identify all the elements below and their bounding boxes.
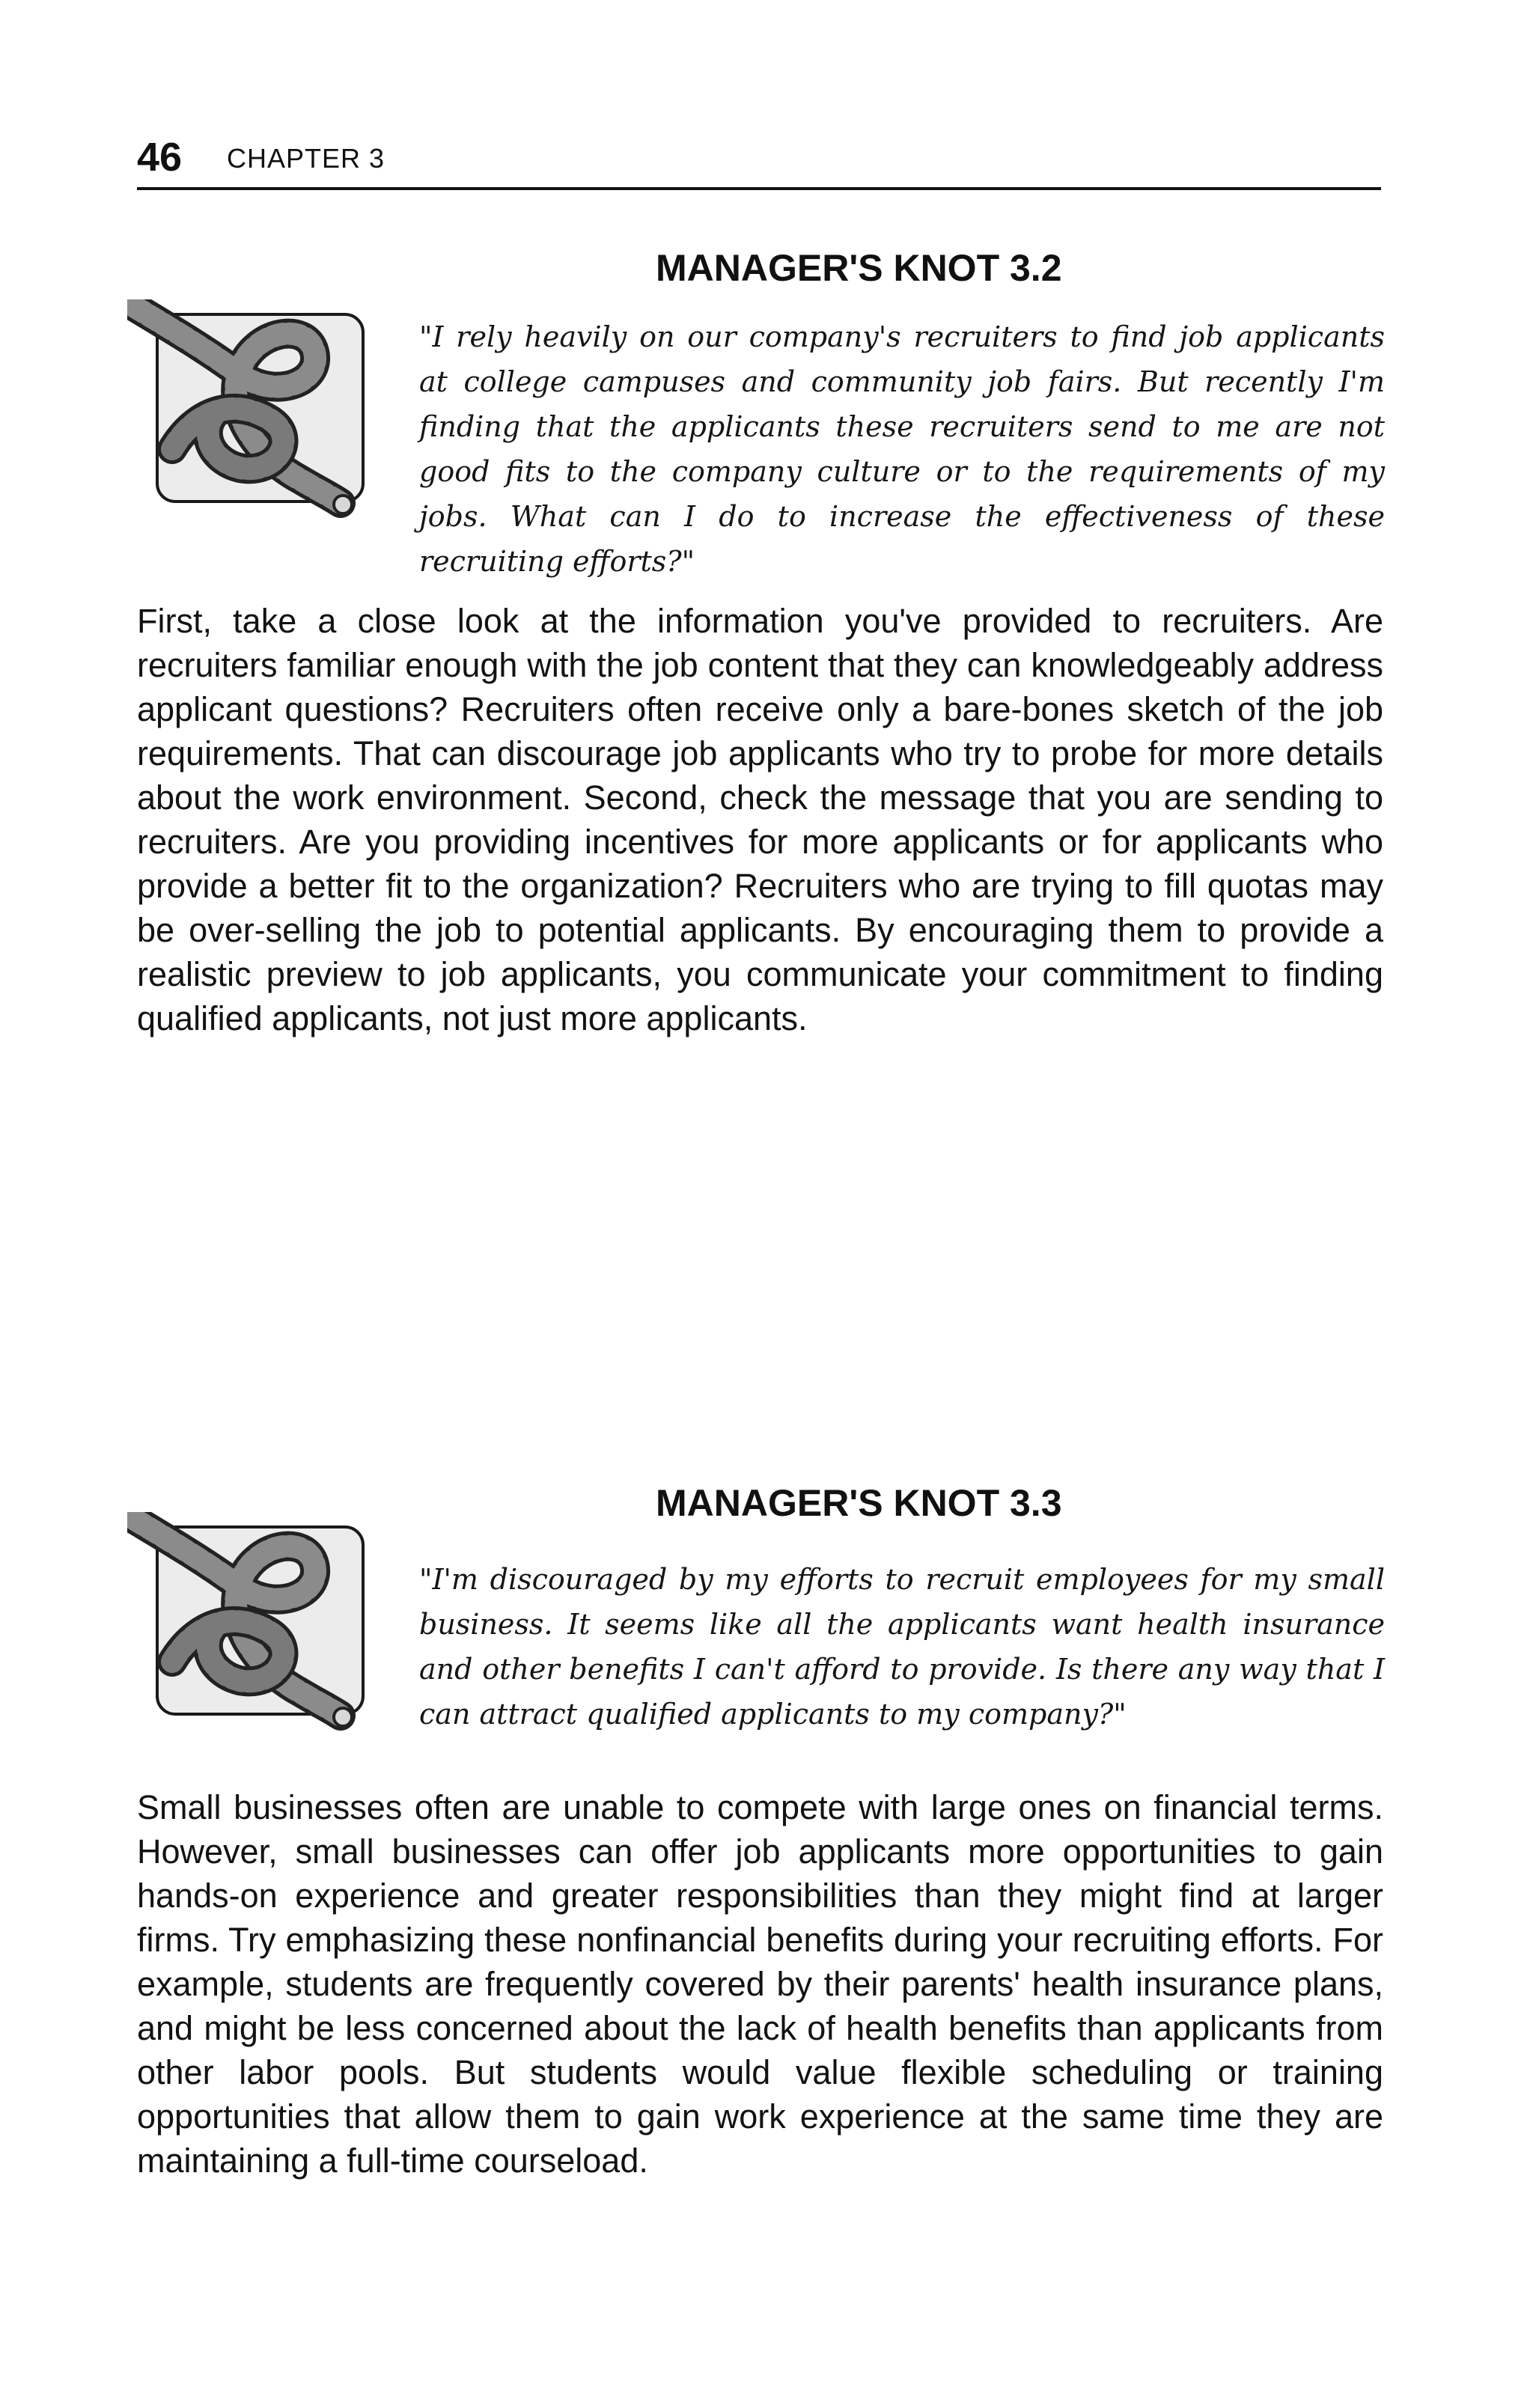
knot-quote: "I'm discouraged by my efforts to recruit employees for my small business. It seems like all the applicants want health insurance and other benefits I can't afford to provide. Is there any way that I can attract qualified applicants to my company?" (419, 1563, 1385, 1731)
chapter-label: CHAPTER 3 (227, 143, 385, 174)
rope-knot-icon (127, 299, 397, 524)
knot-title: MANAGER'S KNOT 3.2 (656, 247, 1062, 289)
rope-knot-icon (127, 1512, 397, 1737)
running-header (137, 126, 1380, 193)
page-number: 46 (137, 135, 183, 180)
knot-quote: "I rely heavily on our company's recruiters to find job applicants at college campuses and community job fairs. But recently I'm finding that the applicants these recruiters send to me are not good fits to the company culture or to the requirements of my jobs. What can I do to increase the effectiveness of these recruiting efforts?" (419, 320, 1385, 578)
header-rule (137, 187, 1381, 190)
knot-answer: First, take a close look at the information you've provided to recruiters. Are recruiters familiar enough with the job content that they can knowledgeably address applicant questions? Recruiters often receive only a bare-bones sketch of the job requirements. That can discourage job applicants who try to probe for more details about the work environment. Second, check the message that you are sending to recruiters. Are you providing incentives for more applicants or for applicants who provide a better fit to the organization? Recruiters who are trying to fill quotas may be over-selling the job to potential applicants. By encouraging them to provide a realistic preview to job applicants, you communicate your commitment to finding qualified applicants, not just more applicants. (137, 602, 1383, 1037)
knot-title: MANAGER'S KNOT 3.3 (656, 1482, 1062, 1524)
knot-answer: Small businesses often are unable to compete with large ones on financial terms. However, small businesses can offer job applicants more opportunities to gain hands-on experience and greater responsibilities than they might find at larger firms. Try emphasizing these nonfinancial benefits during your recruiting efforts. For example, students are frequently covered by their parents' health insurance plans, and might be less concerned about the lack of health benefits than applicants from other labor pools. But students would value flexible scheduling or training opportunities that allow them to gain work experience at the same time they are maintaining a full-time courseload. (137, 1788, 1383, 2180)
